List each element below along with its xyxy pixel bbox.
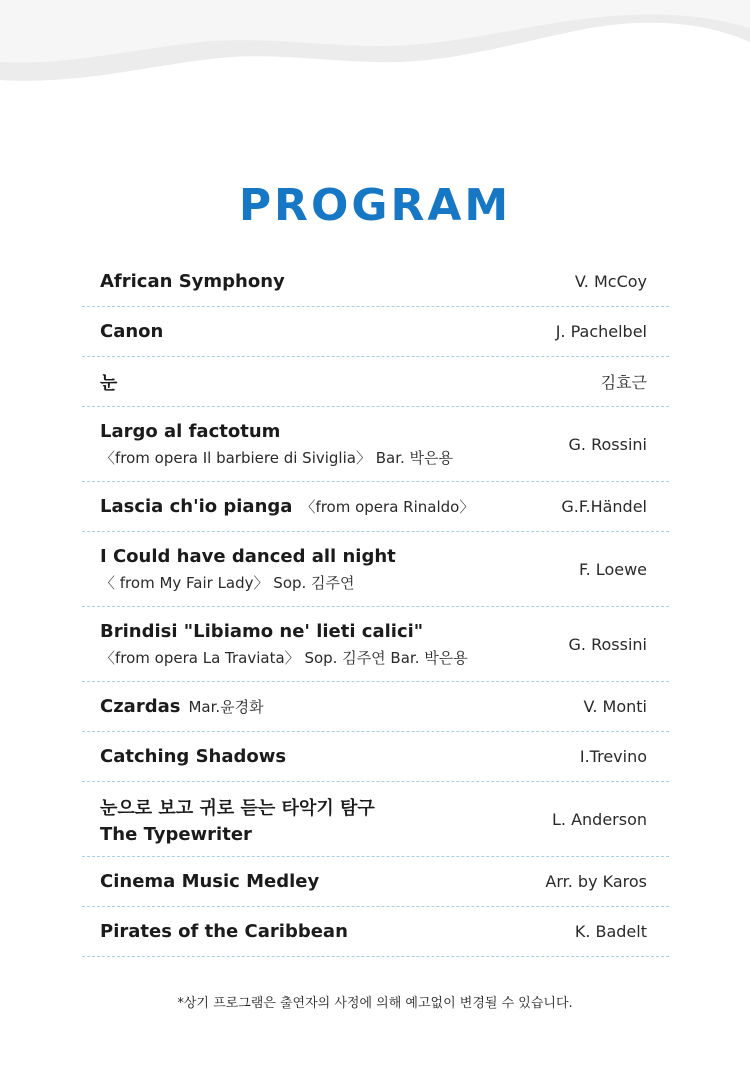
- piece-title: Canon: [100, 321, 164, 342]
- program-item: [82, 307, 669, 357]
- composer-name: K. Badelt: [574, 922, 647, 941]
- program-item-info: [100, 421, 453, 468]
- piece-title: African Symphony: [100, 271, 285, 292]
- piece-title: I Could have danced all night: [100, 545, 396, 567]
- composer-name: J. Pachelbel: [555, 322, 647, 341]
- program-item-info: [100, 271, 285, 292]
- program-item-title-line: [100, 746, 286, 767]
- program-item: [82, 407, 669, 482]
- footnote: *상기 프로그램은 출연자의 사정에 의해 예고없이 변경될 수 있습니다.: [177, 996, 573, 1011]
- program-item: [82, 482, 669, 532]
- program-item: [82, 732, 669, 782]
- program-item-info: [100, 794, 375, 845]
- program-item-title-line: [100, 321, 163, 342]
- piece-title: Lascia ch'io pianga: [100, 496, 293, 517]
- program-item: [82, 682, 669, 732]
- program-item: [82, 907, 669, 957]
- piece-title: Largo al factotum: [100, 420, 281, 442]
- program-item-info: [100, 696, 264, 717]
- program-item-title-line: [100, 271, 285, 292]
- program-item-info: [100, 496, 474, 517]
- program-item-info: [100, 871, 319, 892]
- program-item-info: [100, 369, 117, 395]
- program-item: [82, 257, 669, 307]
- decorative-wave: [0, 0, 750, 100]
- program-item-title-line: [100, 696, 264, 717]
- composer-name: F. Loewe: [579, 559, 647, 579]
- composer-name: 김효근: [600, 373, 647, 392]
- composer-name: Arr. by Karos: [545, 872, 647, 891]
- piece-subtitle: 〈from opera La Traviata〉 Sop. 김주연 Bar. 박은용: [100, 648, 468, 667]
- piece-title: 눈으로 보고 귀로 듣는 타악기 탐구: [100, 797, 375, 819]
- piece-subtitle: 〈 from My Fair Lady〉 Sop. 김주연: [100, 573, 355, 592]
- program-item-info: [100, 546, 396, 593]
- program-item-info: [100, 921, 348, 942]
- program-item-info: [100, 746, 286, 767]
- program-item-title-line: [100, 421, 453, 442]
- composer-name: V. McCoy: [574, 272, 647, 291]
- program-item-title-line: [100, 546, 396, 567]
- program-item-title-line: [100, 921, 348, 942]
- program-item: [82, 782, 669, 857]
- program-item-title-line: [100, 871, 319, 892]
- program-item-info: [100, 321, 163, 342]
- program-item-title-line: [100, 369, 117, 395]
- program-item-title-line: [100, 496, 474, 517]
- piece-title: Czardas: [100, 696, 181, 717]
- program-item: [82, 857, 669, 907]
- piece-title: Catching Shadows: [100, 746, 287, 767]
- composer-name: G. Rossini: [568, 634, 647, 654]
- piece-note: 〈from opera Rinaldo〉: [300, 498, 475, 516]
- program-item-title-line: [100, 621, 468, 642]
- piece-subtitle: 〈from opera Il barbiere di Siviglia〉 Bar. 박은용: [100, 448, 454, 467]
- composer-name: I.Trevino: [579, 747, 647, 766]
- program-item-info: [100, 621, 468, 668]
- composer-name: G.F.Händel: [561, 497, 647, 516]
- piece-subtitle: The Typewriter: [100, 823, 252, 845]
- piece-title: Brindisi "Libiamo ne' lieti calici": [100, 620, 424, 642]
- piece-title: Cinema Music Medley: [100, 871, 320, 892]
- program-item: [82, 532, 669, 607]
- program-item: [82, 607, 669, 682]
- piece-title: Pirates of the Caribbean: [100, 921, 348, 942]
- piece-title: 눈: [100, 372, 118, 394]
- program-list: [82, 257, 669, 957]
- composer-name: G. Rossini: [568, 434, 647, 454]
- program-item: [82, 357, 669, 407]
- program-item-title-line: [100, 794, 375, 820]
- composer-name: L. Anderson: [551, 809, 647, 829]
- piece-note: Mar.윤경화: [188, 698, 264, 716]
- page-title: PROGRAM: [238, 180, 512, 231]
- composer-name: V. Monti: [583, 697, 647, 716]
